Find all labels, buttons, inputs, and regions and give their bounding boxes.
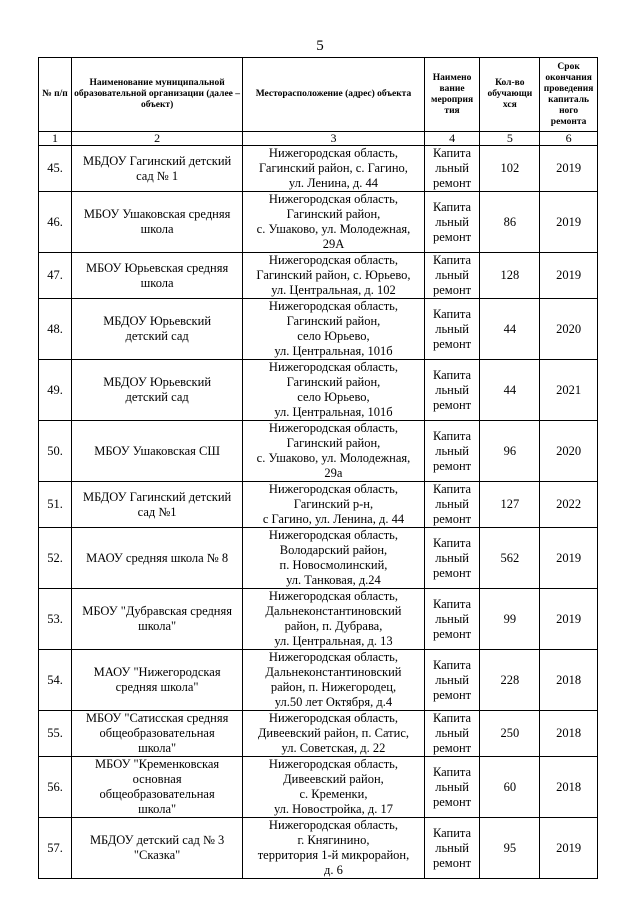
row-number: 53. <box>39 589 72 650</box>
column-number: 3 <box>243 132 425 146</box>
deadline-year: 2019 <box>540 818 598 879</box>
column-number: 6 <box>540 132 598 146</box>
header-address: Месторасположение (адрес) объекта <box>243 58 425 132</box>
row-number: 56. <box>39 757 72 818</box>
object-address: Нижегородская область, Дальнеконстантиновский район, п. Нижегородец, ул.50 лет Октября, д.4 <box>243 650 425 711</box>
event-name: Капита льный ремонт <box>424 711 480 757</box>
object-name: МБОУ "Дубравская средняя школа" <box>72 589 243 650</box>
column-number: 2 <box>72 132 243 146</box>
students-count: 562 <box>480 528 540 589</box>
objects-table <box>38 57 598 879</box>
object-name: МБДОУ Гагинский детский сад № 1 <box>72 146 243 192</box>
table-row <box>39 421 598 482</box>
students-count: 44 <box>480 360 540 421</box>
event-name: Капита льный ремонт <box>424 299 480 360</box>
row-number: 49. <box>39 360 72 421</box>
row-number: 55. <box>39 711 72 757</box>
table-row <box>39 299 598 360</box>
table-row <box>39 528 598 589</box>
deadline-year: 2021 <box>540 360 598 421</box>
table-row <box>39 589 598 650</box>
event-name: Капита льный ремонт <box>424 253 480 299</box>
row-number: 45. <box>39 146 72 192</box>
event-name: Капита льный ремонт <box>424 650 480 711</box>
column-number: 1 <box>39 132 72 146</box>
column-number: 5 <box>480 132 540 146</box>
object-address: Нижегородская область, Дивеевский район, п. Сатис, ул. Советская, д. 22 <box>243 711 425 757</box>
table-row <box>39 482 598 528</box>
header-num: № п/п <box>39 58 72 132</box>
header-event: Наимено вание мероприя тия <box>424 58 480 132</box>
event-name: Капита льный ремонт <box>424 146 480 192</box>
object-name: МБОУ "Сатисская средняя общеобразовательная школа" <box>72 711 243 757</box>
header-deadline: Срок окончания проведения капиталь ного ремонта <box>540 58 598 132</box>
table-row <box>39 650 598 711</box>
event-name: Капита льный ремонт <box>424 192 480 253</box>
students-count: 102 <box>480 146 540 192</box>
header-count: Кол-во обучающи хся <box>480 58 540 132</box>
row-number: 57. <box>39 818 72 879</box>
students-count: 228 <box>480 650 540 711</box>
event-name: Капита льный ремонт <box>424 589 480 650</box>
object-name: МАОУ средняя школа № 8 <box>72 528 243 589</box>
object-address: Нижегородская область, Дальнеконстантиновский район, п. Дубрава, ул. Центральная, д. 13 <box>243 589 425 650</box>
object-address: Нижегородская область, Гагинский р-н, с Гагино, ул. Ленина, д. 44 <box>243 482 425 528</box>
object-address: Нижегородская область, Гагинский район, село Юрьево, ул. Центральная, 101б <box>243 299 425 360</box>
deadline-year: 2019 <box>540 192 598 253</box>
table-row <box>39 711 598 757</box>
object-name: МБДОУ Гагинский детский сад №1 <box>72 482 243 528</box>
object-address: Нижегородская область, Гагинский район, с. Ушаково, ул. Молодежная, 29а <box>243 421 425 482</box>
event-name: Капита льный ремонт <box>424 818 480 879</box>
table-row <box>39 818 598 879</box>
deadline-year: 2018 <box>540 711 598 757</box>
deadline-year: 2019 <box>540 528 598 589</box>
row-number: 47. <box>39 253 72 299</box>
table-row <box>39 360 598 421</box>
column-number: 4 <box>424 132 480 146</box>
object-name: МАОУ "Нижегородская средняя школа" <box>72 650 243 711</box>
object-name: МБДОУ Юрьевский детский сад <box>72 299 243 360</box>
object-name: МБОУ Ушаковская средняя школа <box>72 192 243 253</box>
students-count: 96 <box>480 421 540 482</box>
event-name: Капита льный ремонт <box>424 482 480 528</box>
students-count: 250 <box>480 711 540 757</box>
deadline-year: 2020 <box>540 421 598 482</box>
row-number: 51. <box>39 482 72 528</box>
row-number: 52. <box>39 528 72 589</box>
deadline-year: 2019 <box>540 589 598 650</box>
header-row <box>39 58 598 132</box>
row-number: 50. <box>39 421 72 482</box>
object-address: Нижегородская область, Володарский район, п. Новосмолинский, ул. Танковая, д.24 <box>243 528 425 589</box>
event-name: Капита льный ремонт <box>424 528 480 589</box>
page-number: 5 <box>316 38 324 54</box>
students-count: 127 <box>480 482 540 528</box>
row-number: 54. <box>39 650 72 711</box>
deadline-year: 2019 <box>540 253 598 299</box>
header-name: Наименование муниципальной образовательной организации (далее – объект) <box>72 58 243 132</box>
deadline-year: 2018 <box>540 757 598 818</box>
object-address: Нижегородская область, Гагинский район, с. Гагино, ул. Ленина, д. 44 <box>243 146 425 192</box>
row-number: 46. <box>39 192 72 253</box>
students-count: 44 <box>480 299 540 360</box>
object-address: Нижегородская область, Дивеевский район, с. Кременки, ул. Новостройка, д. 17 <box>243 757 425 818</box>
event-name: Капита льный ремонт <box>424 360 480 421</box>
object-address: Нижегородская область, Гагинский район, с. Ушаково, ул. Молодежная, 29А <box>243 192 425 253</box>
column-numbers-row <box>39 132 598 146</box>
deadline-year: 2022 <box>540 482 598 528</box>
object-address: Нижегородская область, Гагинский район, с. Юрьево, ул. Центральная, д. 102 <box>243 253 425 299</box>
object-name: МБОУ Ушаковская СШ <box>72 421 243 482</box>
object-name: МБДОУ детский сад № 3 "Сказка" <box>72 818 243 879</box>
object-name: МБОУ "Кременковская основная общеобразовательная школа" <box>72 757 243 818</box>
table-row <box>39 757 598 818</box>
event-name: Капита льный ремонт <box>424 757 480 818</box>
deadline-year: 2019 <box>540 146 598 192</box>
object-name: МБОУ Юрьевская средняя школа <box>72 253 243 299</box>
students-count: 99 <box>480 589 540 650</box>
deadline-year: 2020 <box>540 299 598 360</box>
students-count: 60 <box>480 757 540 818</box>
table-row <box>39 146 598 192</box>
object-address: Нижегородская область, Гагинский район, село Юрьево, ул. Центральная, 101б <box>243 360 425 421</box>
object-name: МБДОУ Юрьевский детский сад <box>72 360 243 421</box>
event-name: Капита льный ремонт <box>424 421 480 482</box>
students-count: 86 <box>480 192 540 253</box>
deadline-year: 2018 <box>540 650 598 711</box>
table-row <box>39 253 598 299</box>
row-number: 48. <box>39 299 72 360</box>
table-row <box>39 192 598 253</box>
students-count: 95 <box>480 818 540 879</box>
table-body <box>39 146 598 879</box>
object-address: Нижегородская область, г. Княгинино, территория 1-й микрорайон, д. 6 <box>243 818 425 879</box>
students-count: 128 <box>480 253 540 299</box>
